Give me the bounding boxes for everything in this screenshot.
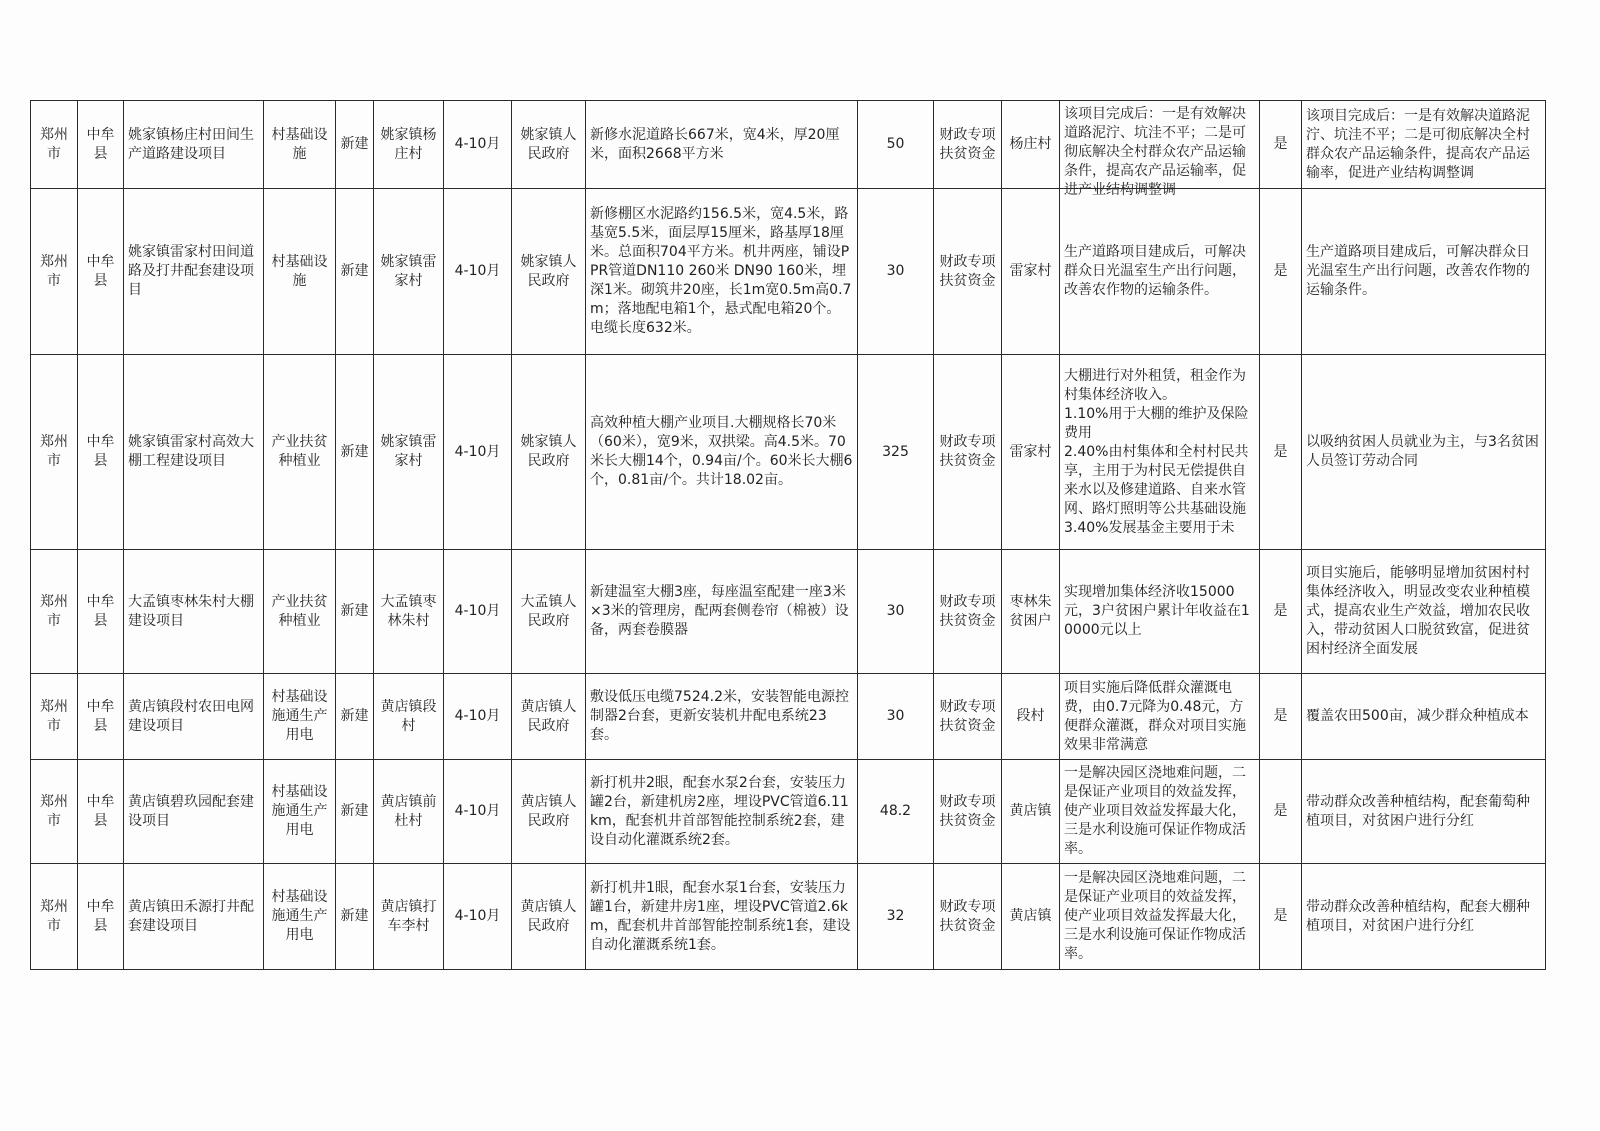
beneficiary-text: 黄店镇 [1009, 803, 1052, 819]
construction-content-text: 敷设低压电缆7524.2米，安装智能电源控制器2台套，更新安装机井配电系统23套。 [590, 689, 849, 743]
location-cell [374, 864, 444, 970]
fund-amount-text: 50 [886, 136, 905, 152]
city-cell [31, 355, 78, 550]
project-type-text: 村基础设施通生产用电 [271, 889, 328, 943]
benefit-description-cell [1302, 674, 1546, 760]
county-text: 中牟县 [86, 126, 115, 162]
flag-cell [1260, 550, 1302, 674]
city-cell [31, 101, 78, 189]
county-cell [78, 189, 124, 355]
period-cell [444, 550, 512, 674]
benefit-mechanism-text: 生产道路项目建成后，可解决群众日光温室生产出行问题，改善农作物的运输条件。 [1064, 244, 1246, 298]
city-text: 郑州市 [40, 126, 68, 162]
construction-nature-cell [336, 674, 374, 760]
period-cell [444, 674, 512, 760]
fund-amount-cell [858, 674, 934, 760]
project-name-cell [124, 355, 264, 550]
fund-amount-cell [858, 550, 934, 674]
benefit-description-text: 该项目完成后：一是有效解决道路泥泞、坑洼不平；二是可彻底解决全村群众农产品运输条件，提高农产品运输率，促进产业结构调整调 [1306, 107, 1530, 181]
fund-source-text: 财政专项扶贫资金 [939, 593, 996, 629]
construction-content-cell [586, 864, 858, 970]
benefit-mechanism-cell [1060, 355, 1260, 550]
construction-nature-text: 新建 [340, 908, 369, 924]
construction-nature-cell [336, 760, 374, 864]
fund-amount-cell [858, 864, 934, 970]
project-table [30, 100, 1546, 970]
project-name-text: 黄店镇田禾源打井配套建设项目 [128, 898, 254, 934]
flag-cell [1260, 189, 1302, 355]
fund-source-text: 财政专项扶贫资金 [939, 698, 996, 734]
implementing-unit-text: 大孟镇人民政府 [520, 593, 577, 629]
location-text: 黄店镇段村 [380, 698, 437, 734]
location-text: 姚家镇雷家村 [380, 434, 437, 469]
table-row [31, 674, 1546, 760]
table-row [31, 355, 1546, 550]
benefit-mechanism-cell [1060, 674, 1260, 760]
implementing-unit-text: 姚家镇人民政府 [520, 253, 577, 289]
fund-amount-text: 30 [886, 708, 905, 724]
implementing-unit-cell [512, 355, 586, 550]
project-type-cell [264, 864, 336, 970]
beneficiary-cell [1002, 674, 1060, 760]
period-cell [444, 760, 512, 864]
benefit-description-cell [1302, 355, 1546, 550]
construction-nature-text: 新建 [340, 263, 369, 279]
city-cell [31, 864, 78, 970]
city-cell [31, 760, 78, 864]
period-cell [444, 355, 512, 550]
beneficiary-cell [1002, 550, 1060, 674]
fund-amount-text: 325 [882, 443, 909, 460]
location-cell [374, 674, 444, 760]
period-text: 4-10月 [454, 263, 501, 279]
county-cell [78, 550, 124, 674]
fund-amount-cell [858, 760, 934, 864]
fund-amount-cell [858, 101, 934, 189]
period-text: 4-10月 [454, 908, 501, 924]
fund-source-cell [934, 550, 1002, 674]
project-name-cell [124, 864, 264, 970]
benefit-description-text: 覆盖农田500亩，减少群众种植成本 [1306, 708, 1529, 724]
flag-text: 是 [1273, 603, 1288, 619]
fund-source-cell [934, 760, 1002, 864]
beneficiary-cell [1002, 864, 1060, 970]
flag-cell [1260, 674, 1302, 760]
construction-nature-cell [336, 189, 374, 355]
project-type-text: 村基础设施通生产用电 [271, 784, 328, 838]
table-row [31, 864, 1546, 970]
flag-text: 是 [1273, 908, 1288, 924]
construction-content-cell [586, 189, 858, 355]
city-text: 郑州市 [40, 698, 68, 734]
county-cell [78, 760, 124, 864]
project-name-text: 大孟镇枣林朱村大棚建设项目 [128, 593, 254, 629]
implementing-unit-text: 姚家镇人民政府 [520, 126, 577, 162]
county-text: 中牟县 [86, 593, 115, 629]
county-cell [78, 355, 124, 550]
benefit-description-cell [1302, 864, 1546, 970]
implementing-unit-cell [512, 101, 586, 189]
project-name-text: 姚家镇杨庄村田间生产道路建设项目 [128, 126, 254, 162]
implementing-unit-cell [512, 864, 586, 970]
benefit-description-cell [1302, 760, 1546, 864]
city-cell [31, 674, 78, 760]
benefit-mechanism-text: 该项目完成后：一是有效解决道路泥泞、坑洼不平；二是可彻底解决全村群众农产品运输条件，提高农产品运输率，促进产业结构调整调 [1064, 105, 1246, 198]
project-type-cell [264, 550, 336, 674]
location-cell [374, 550, 444, 674]
implementing-unit-text: 黄店镇人民政府 [520, 698, 577, 734]
fund-source-cell [934, 189, 1002, 355]
project-name-cell [124, 674, 264, 760]
flag-text: 是 [1273, 803, 1288, 819]
flag-cell [1260, 760, 1302, 864]
table-row [31, 189, 1546, 355]
fund-source-cell [934, 864, 1002, 970]
fund-source-cell [934, 355, 1002, 550]
construction-nature-text: 新建 [340, 443, 369, 460]
project-name-text: 黄店镇碧玖园配套建设项目 [128, 793, 254, 829]
county-text: 中牟县 [86, 793, 115, 829]
project-type-cell [264, 760, 336, 864]
city-text: 郑州市 [40, 898, 68, 934]
construction-content-cell [586, 355, 858, 550]
location-cell [374, 189, 444, 355]
fund-amount-cell [858, 355, 934, 550]
location-text: 姚家镇杨庄村 [380, 126, 437, 162]
fund-amount-text: 30 [886, 263, 905, 279]
construction-nature-cell [336, 355, 374, 550]
beneficiary-cell [1002, 101, 1060, 189]
construction-nature-cell [336, 101, 374, 189]
county-text: 中牟县 [86, 434, 115, 469]
benefit-mechanism-text: 项目实施后降低群众灌溉电费，由0.7元降为0.48元，方便群众灌溉，群众对项目实施效果非常满意 [1064, 679, 1246, 753]
construction-content-text: 新打机井1眼，配套水泵1台套，安装压力罐1台，新建井房1座，埋设PVC管道2.6km，配套机井首部智能控制系统1套，建设自动化灌溉系统1套。 [590, 879, 851, 953]
benefit-mechanism-cell [1060, 550, 1260, 674]
project-type-cell [264, 355, 336, 550]
benefit-mechanism-text: 大棚进行对外租赁，租金作为村集体经济收入。 1.10%用于大棚的维护及保险费用 2.40%由村集体和全村村民共享，主用于为村民无偿提供自来水以及修建道路、自来水管网、路灯照明等公共基础设施 3.40%发展基金主要用于未 [1064, 367, 1249, 536]
fund-source-text: 财政专项扶贫资金 [939, 898, 996, 934]
fund-source-cell [934, 674, 1002, 760]
flag-text: 是 [1273, 136, 1288, 152]
period-text: 4-10月 [454, 708, 501, 724]
benefit-description-text: 带动群众改善种植结构，配套葡萄种植项目，对贫困户进行分红 [1306, 793, 1530, 829]
beneficiary-cell [1002, 355, 1060, 550]
benefit-mechanism-cell [1060, 189, 1260, 355]
construction-content-cell [586, 760, 858, 864]
construction-content-text: 新建温室大棚3座，每座温室配建一座3米×3米的管理房，配两套侧卷帘（棉被）设备，两套卷膜器 [590, 584, 849, 638]
construction-content-text: 新修水泥道路长667米，宽4米，厚20厘米，面积2668平方米 [590, 126, 840, 162]
construction-nature-cell [336, 864, 374, 970]
project-name-text: 姚家镇雷家村高效大棚工程建设项目 [128, 434, 254, 469]
county-text: 中牟县 [86, 898, 115, 934]
implementing-unit-cell [512, 760, 586, 864]
construction-nature-text: 新建 [340, 603, 369, 619]
county-cell [78, 101, 124, 189]
project-name-cell [124, 101, 264, 189]
project-name-cell [124, 550, 264, 674]
construction-nature-text: 新建 [340, 708, 369, 724]
benefit-mechanism-cell [1060, 101, 1260, 198]
construction-nature-text: 新建 [340, 803, 369, 819]
flag-text: 是 [1273, 263, 1288, 279]
benefit-mechanism-text: 一是解决园区浇地难问题，二是保证产业项目的效益发挥，使产业项目效益发挥最大化，三是水利设施可保证作物成活率。 [1064, 870, 1246, 962]
project-type-text: 产业扶贫种植业 [271, 593, 328, 629]
period-cell [444, 864, 512, 970]
location-text: 大孟镇枣林朱村 [380, 593, 437, 629]
location-cell [374, 760, 444, 864]
city-text: 郑州市 [40, 434, 68, 469]
project-type-cell [264, 674, 336, 760]
period-cell [444, 101, 512, 189]
beneficiary-cell [1002, 760, 1060, 864]
benefit-mechanism-text: 实现增加集体经济收15000元，3户贫困户累计年收益在10000元以上 [1064, 584, 1250, 638]
implementing-unit-text: 黄店镇人民政府 [520, 898, 577, 934]
fund-amount-text: 32 [886, 908, 905, 924]
construction-content-text: 新修棚区水泥路约156.5米，宽4.5米，路基宽5.5米，面层厚15厘米，路基厚18厘米。总面积704平方米。机井两座，铺设PPR管道DN110 260米 DN90 160米，埋深1米。砌筑井20座，长1m宽0.5m高0.7m；落地配电箱1个，悬式配电箱20个。电缆长度632米。 [590, 206, 852, 336]
county-text: 中牟县 [86, 253, 115, 289]
fund-source-text: 财政专项扶贫资金 [939, 434, 996, 469]
fund-amount-cell [858, 189, 934, 355]
project-type-cell [264, 101, 336, 189]
implementing-unit-text: 黄店镇人民政府 [520, 793, 577, 829]
project-type-text: 村基础设施 [271, 126, 328, 162]
city-text: 郑州市 [40, 253, 68, 289]
fund-source-text: 财政专项扶贫资金 [939, 126, 996, 162]
benefit-description-text: 以吸纳贫困人员就业为主，与3名贫困人员签订劳动合同 [1306, 434, 1539, 469]
beneficiary-text: 黄店镇 [1009, 908, 1052, 924]
period-text: 4-10月 [454, 443, 501, 460]
flag-cell [1260, 101, 1302, 189]
benefit-description-text: 生产道路项目建成后，可解决群众日光温室生产出行问题，改善农作物的运输条件。 [1306, 244, 1530, 298]
fund-amount-text: 30 [886, 603, 905, 619]
city-cell [31, 550, 78, 674]
county-text: 中牟县 [86, 698, 115, 734]
fund-amount-text: 48.2 [879, 803, 912, 819]
project-name-cell [124, 189, 264, 355]
flag-cell [1260, 355, 1302, 550]
location-text: 黄店镇打车李村 [380, 898, 437, 934]
implementing-unit-cell [512, 189, 586, 355]
implementing-unit-cell [512, 674, 586, 760]
fund-source-text: 财政专项扶贫资金 [939, 253, 996, 289]
fund-source-cell [934, 101, 1002, 189]
location-text: 黄店镇前杜村 [380, 793, 437, 829]
beneficiary-cell [1002, 189, 1060, 355]
flag-text: 是 [1273, 443, 1288, 460]
table-row [31, 550, 1546, 674]
project-type-text: 村基础设施通生产用电 [271, 689, 328, 743]
city-text: 郑州市 [40, 593, 68, 629]
benefit-mechanism-text: 一是解决园区浇地难问题，二是保证产业项目的效益发挥，使产业项目效益发挥最大化，三是水利设施可保证作物成活率。 [1064, 765, 1246, 857]
benefit-description-text: 项目实施后，能够明显增加贫困村村集体经济收入，明显改变农业种植模式，提高农业生产效益，增加农民收入，带动贫困人口脱贫致富，促进贫困村经济全面发展 [1306, 565, 1530, 657]
implementing-unit-cell [512, 550, 586, 674]
beneficiary-text: 雷家村 [1009, 263, 1052, 279]
project-type-text: 村基础设施 [271, 253, 328, 289]
beneficiary-text: 雷家村 [1009, 443, 1052, 460]
table-row [31, 101, 1546, 189]
benefit-description-cell [1302, 189, 1546, 355]
benefit-description-cell [1302, 550, 1546, 674]
benefit-description-cell [1302, 101, 1546, 189]
county-cell [78, 864, 124, 970]
project-type-cell [264, 189, 336, 355]
implementing-unit-text: 姚家镇人民政府 [520, 434, 577, 469]
construction-content-cell [586, 674, 858, 760]
flag-cell [1260, 864, 1302, 970]
project-type-text: 产业扶贫种植业 [271, 434, 328, 469]
construction-nature-cell [336, 550, 374, 674]
construction-content-cell [586, 550, 858, 674]
beneficiary-text: 段村 [1016, 708, 1045, 724]
period-text: 4-10月 [454, 136, 501, 152]
location-text: 姚家镇雷家村 [380, 253, 437, 289]
location-cell [374, 101, 444, 189]
table-row [31, 760, 1546, 864]
project-name-text: 姚家镇雷家村田间道路及打井配套建设项目 [128, 244, 254, 298]
county-cell [78, 674, 124, 760]
benefit-description-text: 带动群众改善种植结构，配套大棚种植项目，对贫困户进行分红 [1306, 898, 1530, 934]
benefit-mechanism-cell [1060, 864, 1260, 970]
city-cell [31, 189, 78, 355]
city-text: 郑州市 [40, 793, 68, 829]
beneficiary-text: 杨庄村 [1009, 136, 1052, 152]
location-cell [374, 355, 444, 550]
project-name-text: 黄店镇段村农田电网建设项目 [128, 698, 254, 734]
period-cell [444, 189, 512, 355]
benefit-mechanism-cell [1060, 760, 1260, 864]
period-text: 4-10月 [454, 803, 501, 819]
project-name-cell [124, 760, 264, 864]
construction-content-cell [586, 101, 858, 189]
beneficiary-text: 枣林朱贫困户 [1009, 593, 1052, 629]
construction-content-text: 新打机井2眼，配套水泵2台套，安装压力罐2台，新建机房2座，埋设PVC管道6.11km，配套机井首部智能控制系统2套，建设自动化灌溉系统2套。 [590, 774, 849, 848]
flag-text: 是 [1273, 708, 1288, 724]
period-text: 4-10月 [454, 603, 501, 619]
construction-nature-text: 新建 [340, 136, 369, 152]
construction-content-text: 高效种植大棚产业项目.大棚规格长70米（60米），宽9米，双拱梁。高4.5米。70米长大棚14个，0.94亩/个。60米长大棚6个，0.81亩/个。共计18.02亩。 [590, 415, 853, 488]
fund-source-text: 财政专项扶贫资金 [939, 793, 996, 829]
